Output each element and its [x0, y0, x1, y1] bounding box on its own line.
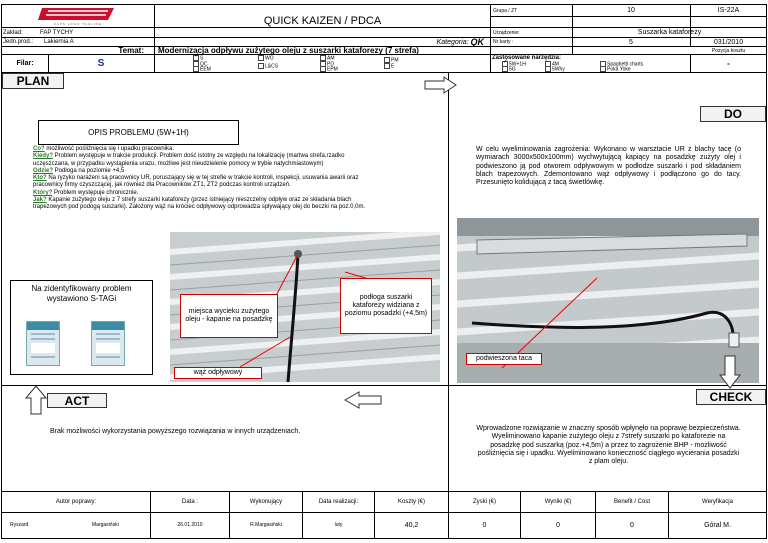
filar-option-pd[interactable]: PD — [320, 61, 334, 67]
filar-label: Filar: — [16, 60, 34, 67]
plan-label: PLAN — [2, 73, 64, 89]
footer-autor-last: Margasiński — [92, 522, 119, 528]
jedn-value: Lakiernia A — [44, 39, 74, 45]
callout-leak: miejsca wycieku zużytego oleju - kapanie na posadzkę — [180, 294, 278, 338]
arrow-left-icon — [344, 391, 382, 409]
checkbox-epm[interactable] — [320, 66, 326, 72]
urzadzenie-label: Urządzenie: — [493, 29, 520, 36]
tool-4m[interactable]: 4M — [545, 61, 559, 67]
callout-floor: podłoga suszarki kataforezy widziana z poziomu posadzki (+4,5m) — [340, 278, 432, 334]
do-label: DO — [700, 106, 766, 122]
footer-header-autor: Autor poprawy: — [55, 499, 97, 505]
tool-5why[interactable]: 5Why — [545, 66, 565, 72]
line-gdzie: Gdzie? Podłoga na poziomie +4,5 — [33, 167, 125, 174]
filar-option-lcs[interactable]: L&CS — [258, 63, 278, 69]
tool-spaghetti[interactable]: Spaghetti charts — [600, 61, 643, 67]
nr-karty-code: 031/2010 — [713, 38, 744, 46]
temat-label: Temat: — [118, 46, 144, 54]
line-kto: Kto? Na ryzyko narażeni są pracownicy UR, poruszający się w tej strefie w trakcie kontroli, inspekcji, usuwania awarii oraz — [33, 175, 359, 182]
footer-header-koszty: Koszty (€) — [397, 499, 425, 505]
checkbox-5g[interactable] — [502, 66, 508, 72]
pozycja-kosztu-label: Pozycja kosztu — [711, 47, 746, 54]
grupa-value: 10 — [627, 7, 635, 14]
footer-header-weryfikacja: Weryfikacja — [702, 499, 733, 505]
checkbox-lcs[interactable] — [258, 63, 264, 69]
filar-option-eem[interactable]: EEM — [193, 66, 211, 72]
narzedzia-value: - — [727, 59, 730, 68]
narzedzia-label: Zastosowane narzędzia: — [492, 55, 562, 61]
zaklad-label: Zakład: — [3, 29, 23, 36]
footer-wyniki: 0 — [556, 521, 560, 529]
footer-header-zyski: Zyski (€) — [473, 499, 496, 505]
nr-karty-label: Nr karty : — [493, 39, 514, 45]
line-jak-cont: trapezowych pod podogą suszarki). Założony wąż na króciec odpływowy odprowadza spływający olej do beczki na poz.0,0m. — [33, 204, 366, 211]
temat-value: Modernizacja odpływu zużytego oleju z suszarki kataforezy (7 strefa) — [158, 46, 419, 54]
zaklad-value: FAP TYCHY — [40, 29, 74, 36]
kategoria: Kategoria: QK — [436, 37, 484, 47]
filar-option-am[interactable]: AM — [320, 55, 335, 61]
arrow-down-icon — [719, 355, 741, 389]
footer-koszty: 40,2 — [404, 521, 419, 529]
footer-header-wykonujacy: Wykonujący — [249, 499, 283, 505]
checkbox-5why[interactable] — [545, 66, 551, 72]
line-kiedy-cont: uczęszczana, w przypadku wystąpienia urazu, możliwe jest nieudzielenie pomocy w trybie natychmiastowym) — [33, 160, 324, 167]
filar-option-e[interactable]: E — [384, 63, 394, 69]
faps-logo — [2, 5, 154, 27]
do-text: W celu wyeliminowania zagrożenia: Wykonano w warsztacie UR z blachy tacę (o wymiarach 3000x500x100mm) wychwytującą kapiący na posadzkę zużyty olej i podwieszono ją pod otworem odpływowym w podłodze suszarki i pod składaniem blach trapezowych. Zdemontowano wąż odpływowy i podłączono go do tacy. Przesunięto kolidującą z tacą świetlówkę. — [476, 146, 741, 187]
footer-header-data: Data : — [181, 499, 198, 505]
filar-option-qc[interactable]: QC — [193, 61, 208, 67]
checkbox-e[interactable] — [384, 63, 390, 69]
tool-5g[interactable]: 5G — [502, 66, 516, 72]
line-jak: Jak? Kapanie zużytego oleju z 7 strefy suszarki kataforezy (przez istniejący nieszczelny odpływ oraz ze składania blach — [33, 197, 352, 204]
check-label: CHECK — [696, 389, 766, 405]
footer-data: 26.01.2010 — [177, 522, 203, 528]
footer-autor-first: Ryszard — [10, 522, 29, 528]
form-title-text: QUICK KAIZEN / PDCA — [263, 15, 382, 27]
stag-card-2 — [91, 321, 125, 366]
footer-wykonujacy: R.Margasiński — [250, 522, 282, 528]
stag-card-1 — [26, 321, 60, 366]
checkbox-eem[interactable] — [193, 66, 199, 72]
footer-zyski: 0 — [482, 521, 487, 529]
problem-description — [33, 146, 443, 212]
footer-benefit: 0 — [630, 521, 634, 529]
checkbox-pokayoke[interactable] — [600, 66, 606, 72]
logo-tagline: FAPS LOGO TAGLINE — [54, 22, 102, 26]
stag-text: Na zidentyfikowany problem wystawiono S-TAGi — [31, 284, 132, 303]
line-kiedy: Kiedy? Problem występuje w trakcie produkcji. Problem dość istotny ze względu na lokalizację (martwa strefa,rzadko — [33, 153, 345, 160]
stag-box — [10, 280, 153, 375]
callout-hose: wąż odpływowy — [174, 367, 262, 379]
footer-weryfikacja: Góral M. — [704, 521, 731, 529]
problem-title-box: OPIS PROBLEMU (5W+1H) — [38, 120, 239, 145]
footer-header-data-realizacji: Data realizacji: — [318, 499, 359, 505]
footer-header-benefit: Benefit / Cost — [613, 499, 651, 505]
act-text: Brak możliwości wykorzystania powyższego rozwiązania w innych urządzeniach. — [50, 428, 301, 435]
form-title — [155, 5, 490, 37]
footer-data-realizacji: luty — [334, 522, 343, 528]
line-ktory: Który? Problem występuje chronicznie. — [33, 189, 139, 196]
arrow-right-icon — [424, 76, 458, 94]
act-label: ACT — [47, 393, 107, 408]
jedn-label: Jedn.prod.: — [3, 39, 34, 45]
faps-logo-icon — [38, 6, 118, 22]
tool-pokayoke[interactable]: Poka Yoke — [600, 66, 631, 72]
line-kto-cont: pracownicy firmy czyszczącej, jak również dla Pracowników ZT1, ZT2 podczas kontroli urządzeń. — [33, 182, 291, 189]
footer-header-wyniki: Wyniki (€) — [544, 499, 572, 505]
line-co: Co? możliwość pośliźnięcia się i upadku pracownika. — [33, 146, 175, 152]
check-text: Wprowadzone rozwiązanie w znaczny sposób wpłynęło na poprawę bezpieczeństwa. Wyeliminowano kapanie zużytego oleju z 7strefy suszarki po kataforezie na posadzkę pod suszarką (poz.+4,5m) a przez to zagrożenie BHP - możliwość pośliźnięcia się i upadku. Wyeliminowano konieczność ciągłego wycierania posadzki z plam oleju. — [476, 425, 741, 466]
is-value: IS-22A — [717, 7, 740, 14]
filar-option-s[interactable]: ✓ S — [193, 55, 203, 61]
checkbox-wo[interactable] — [258, 55, 264, 61]
filar-option-pm[interactable]: PM — [384, 57, 399, 63]
urzadzenie-value: Suszarka kataforezy — [637, 29, 702, 36]
grupa-label: Grupa / ZT — [493, 7, 518, 14]
callout-tray: podwieszona taca — [466, 353, 542, 365]
filar-option-wo[interactable]: WO — [258, 55, 274, 61]
kategoria-value: QK — [470, 37, 484, 47]
arrow-up-icon — [25, 385, 47, 415]
tool-5w1h[interactable]: ✓5W+1H — [502, 61, 526, 67]
filar-option-epm[interactable]: EPM — [320, 66, 338, 72]
nr-karty-value: 5 — [629, 38, 633, 46]
filar-value: S — [97, 58, 105, 69]
